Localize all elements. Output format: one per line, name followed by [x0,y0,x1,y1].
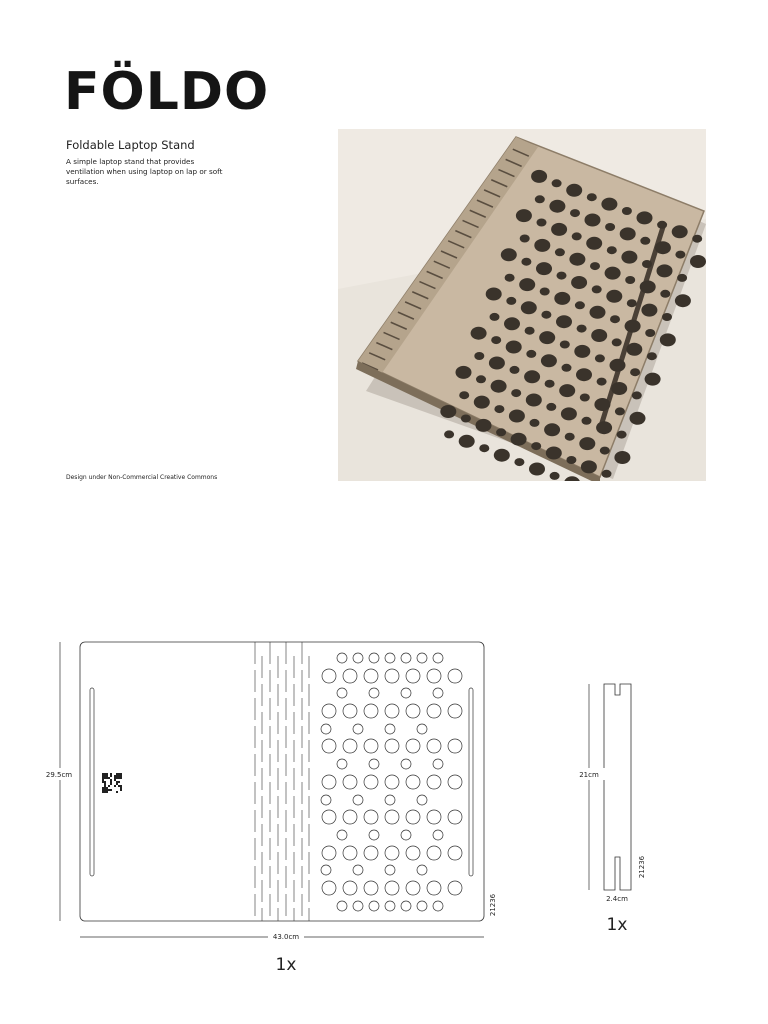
license-note: Design under Non-Commercial Creative Commons [66,474,218,481]
main-panel-outline [80,642,484,921]
main-quantity: 1x [275,955,297,975]
brand-logo: FÖLDO [64,62,270,122]
support-part-code: 21236 [638,855,646,879]
left-slot [90,688,94,876]
width-label: 43.0cm [272,933,300,941]
qr-code [102,773,122,793]
support-quantity: 1x [606,915,628,935]
height-label: 29.5cm [45,771,73,779]
support-width-label: 2.4cm [606,895,628,903]
part-code: 21236 [489,893,497,917]
support-height-label: 21cm [579,771,599,779]
living-hinge [255,642,309,921]
ventilation-holes [321,653,462,911]
product-title: Foldable Laptop Stand [66,138,195,152]
product-description: A simple laptop stand that provides ventilation when using laptop on lap or soft surfaces. [66,157,223,186]
right-slot [469,688,473,876]
support-piece-outline [604,684,631,890]
